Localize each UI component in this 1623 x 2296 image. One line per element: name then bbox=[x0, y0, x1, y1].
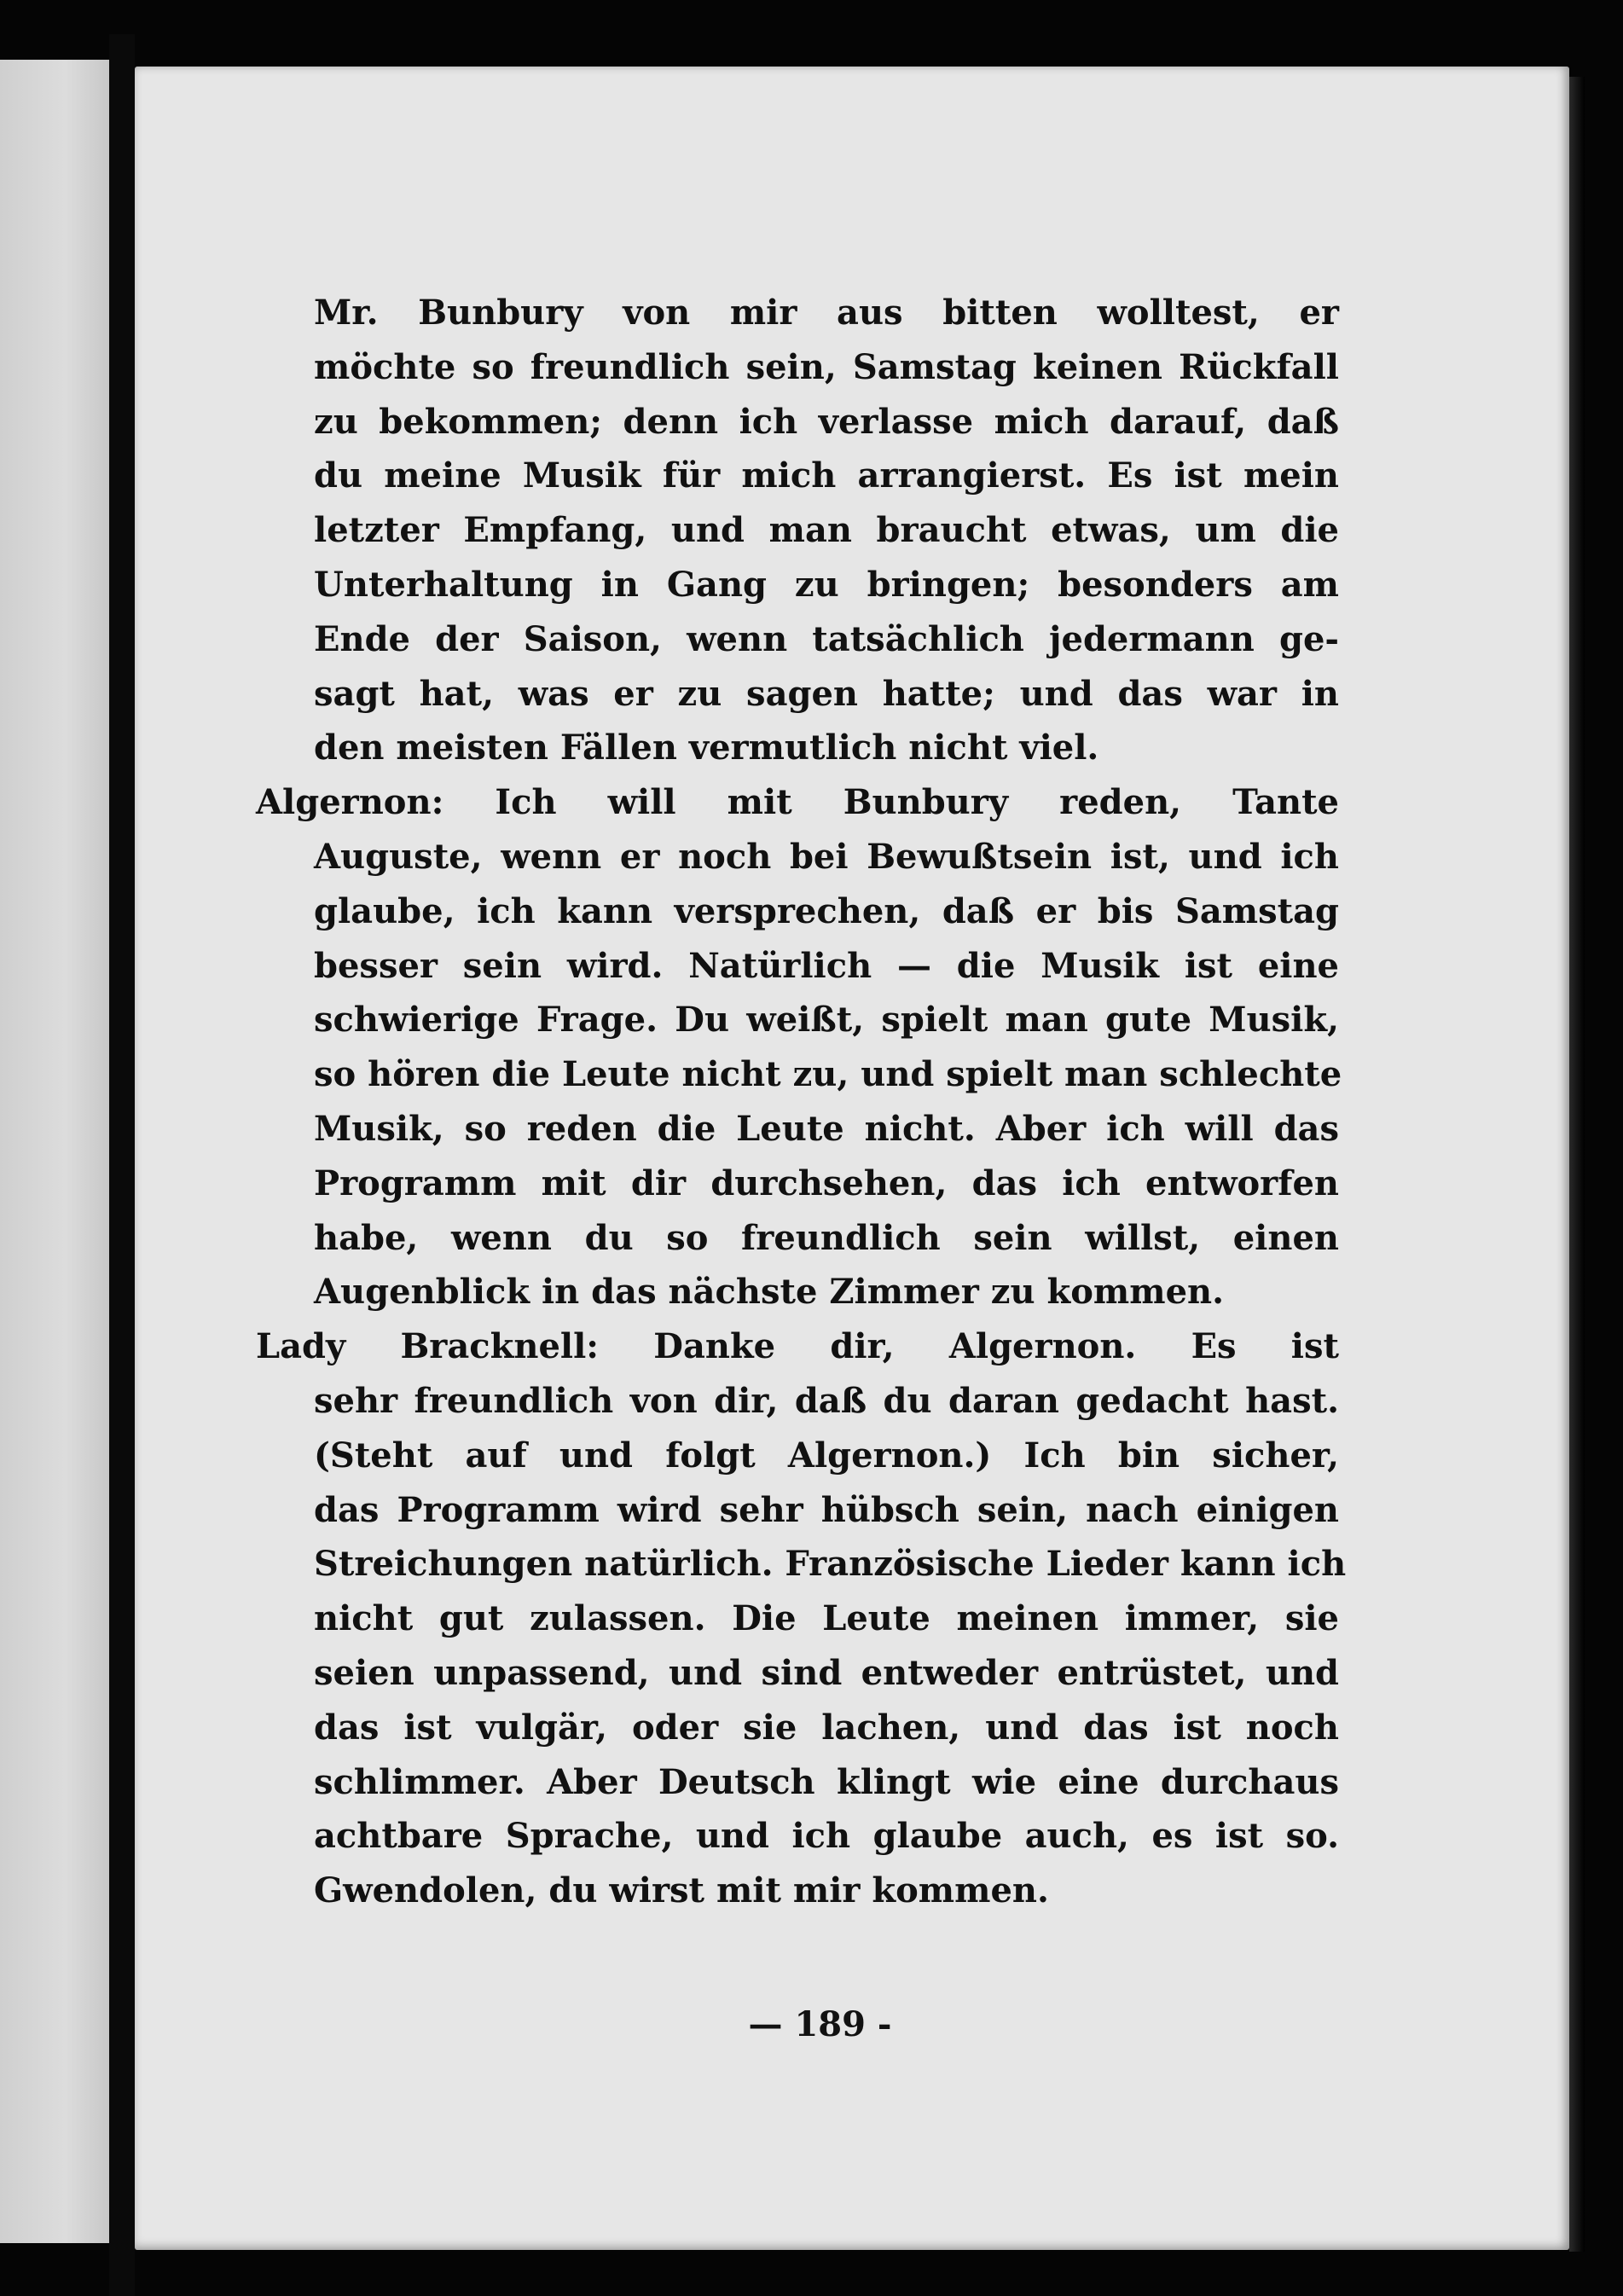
previous-page-edge bbox=[0, 60, 109, 2243]
text-line: nicht gut zulassen. Die Leute meinen immer, sie bbox=[314, 1598, 1339, 1639]
text-line: das Programm wird sehr hübsch sein, nach einigen bbox=[314, 1489, 1339, 1530]
text-line: Mr. Bunbury von mir aus bitten wolltest, er bbox=[314, 293, 1339, 333]
text-line: Streichungen natürlich. Französische Lieder kann ich bbox=[314, 1544, 1347, 1585]
text-line: sagt hat, was er zu sagen hatte; und das war in bbox=[314, 673, 1339, 714]
gutter bbox=[109, 34, 135, 2296]
text-line: den meisten Fällen vermutlich nicht viel. bbox=[314, 728, 1099, 768]
text-line: habe, wenn du so freundlich sein willst, einen bbox=[314, 1217, 1339, 1258]
text-line: Ende der Saison, wenn tatsächlich jedermann ge- bbox=[314, 618, 1339, 659]
text-line: Auguste, wenn er noch bei Bewußtsein ist, und ich bbox=[314, 836, 1339, 877]
page-number-text: — 189 - bbox=[748, 2004, 892, 2044]
page-number bbox=[0, 2004, 1623, 2044]
text-line: besser sein wird. Natürlich — die Musik ist eine bbox=[314, 945, 1339, 986]
page-right-edge bbox=[1569, 77, 1585, 2252]
text-line: Musik, so reden die Leute nicht. Aber ich will das bbox=[314, 1108, 1339, 1149]
text-line: letzter Empfang, und man braucht etwas, um die bbox=[314, 510, 1339, 551]
text-line: du meine Musik für mich arrangierst. Es ist mein bbox=[314, 455, 1339, 496]
text-line: Programm mit dir durchsehen, das ich entworfen bbox=[314, 1162, 1339, 1203]
text-line: sehr freundlich von dir, daß du daran gedacht hast. bbox=[314, 1380, 1339, 1421]
text-line: Gwendolen, du wirst mit mir kommen. bbox=[314, 1870, 1049, 1911]
text-line: möchte so freundlich sein, Samstag keinen Rückfall bbox=[314, 346, 1339, 387]
text-line: zu bekommen; denn ich verlasse mich darauf, daß bbox=[314, 401, 1339, 442]
text-line: das ist vulgär, oder sie lachen, und das ist noch bbox=[314, 1707, 1339, 1748]
text-line: schwierige Frage. Du weißt, spielt man gute Musik, bbox=[314, 1000, 1339, 1041]
speaker-line-lady-bracknell: Lady Bracknell: Danke dir, Algernon. Es ist bbox=[256, 1326, 1339, 1367]
body-text bbox=[256, 286, 1347, 1918]
text-line: Augenblick in das nächste Zimmer zu kommen. bbox=[314, 1272, 1225, 1313]
text-line: seien unpassend, und sind entweder entrüstet, und bbox=[314, 1652, 1339, 1693]
text-line: schlimmer. Aber Deutsch klingt wie eine durchaus bbox=[314, 1761, 1339, 1802]
speaker-line-algernon: Algernon: Ich will mit Bunbury reden, Tante bbox=[256, 782, 1339, 823]
text-line: so hören die Leute nicht zu, und spielt man schlechte bbox=[314, 1054, 1342, 1095]
text-line: glaube, ich kann versprechen, daß er bis Samstag bbox=[314, 890, 1339, 931]
text-line: (Steht auf und folgt Algernon.) Ich bin sicher, bbox=[314, 1435, 1339, 1476]
text-line: achtbare Sprache, und ich glaube auch, es ist so. bbox=[314, 1816, 1339, 1857]
text-line: Unterhaltung in Gang zu bringen; besonders am bbox=[314, 564, 1339, 605]
